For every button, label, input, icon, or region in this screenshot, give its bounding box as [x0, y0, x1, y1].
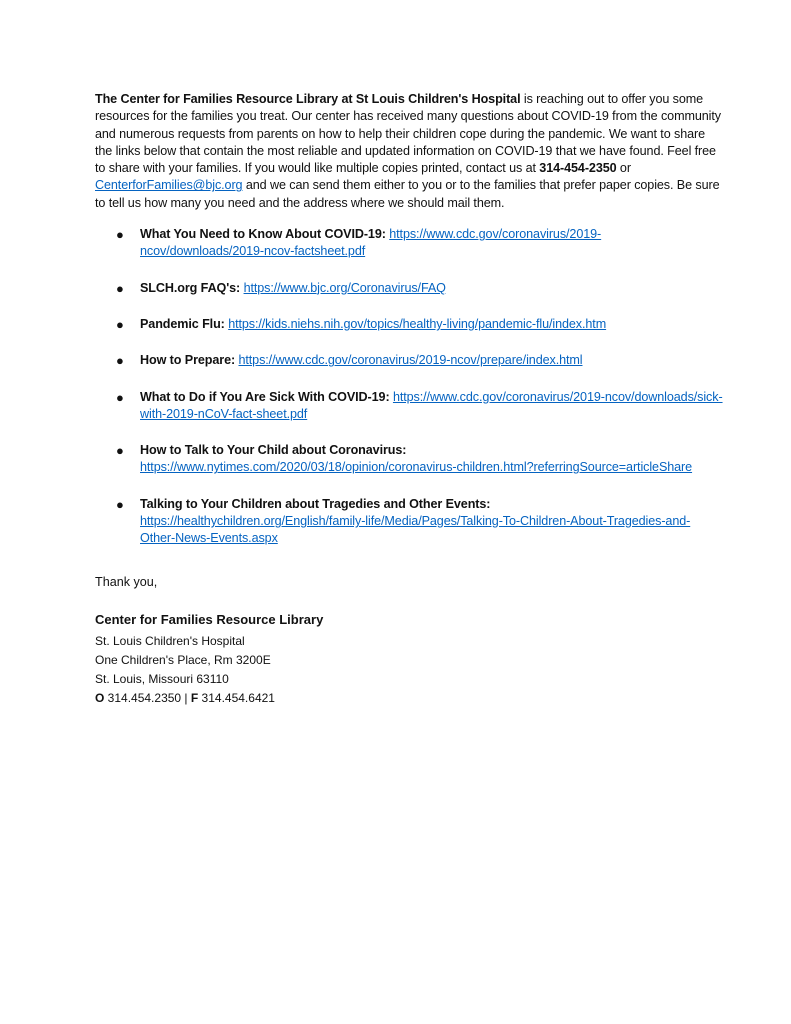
signature-title: Center for Families Resource Library	[95, 611, 324, 627]
intro-text-1: is reaching out to offer you some resources for the families you treat. Our center has received many questions about COVID-19 from the community and numerous requests from parents on how to help their children cope during the pandemic. We want to share the links below that contain the most reliable and updated information on COVID-19 that we have found. Feel free to share with your families. If you would like multiple copies printed, contact us at	[95, 92, 721, 176]
bullet-icon: ●	[116, 280, 124, 296]
resource-link[interactable]: https://kids.niehs.nih.gov/topics/healthy-living/pandemic-flu/index.htm	[228, 316, 607, 331]
fax-prefix: F	[190, 690, 199, 705]
contact-email-link[interactable]: CenterforFamilies@bjc.org	[95, 178, 243, 193]
office-prefix: O	[95, 690, 105, 705]
fax-phone: 314.454.6421	[198, 690, 275, 705]
resource-list	[95, 226, 725, 548]
list-item	[116, 316, 725, 333]
org-name: The Center for Families Resource Library at St Louis Children's Hospital	[95, 92, 521, 106]
list-item	[116, 226, 725, 261]
letter-body	[95, 91, 725, 708]
resource-link[interactable]: https://www.nytimes.com/2020/03/18/opinion/coronavirus-children.html?referringSource=articleShare	[140, 460, 693, 475]
bullet-icon: ●	[116, 353, 124, 369]
signature-address-line-1: One Children's Place, Rm 3200E	[95, 652, 271, 667]
bullet-icon: ●	[116, 389, 124, 405]
resource-link[interactable]: https://www.cdc.gov/coronavirus/2019-ncov/downloads/2019-ncov-factsheet.pdf	[140, 227, 602, 259]
resource-link[interactable]: https://www.cdc.gov/coronavirus/2019-ncov/prepare/index.html	[238, 353, 583, 368]
closing-thanks: Thank you,	[95, 574, 158, 589]
list-item	[116, 496, 725, 548]
list-item	[116, 280, 725, 297]
intro-paragraph	[95, 91, 725, 212]
resource-label: What You Need to Know About COVID-19:	[140, 227, 386, 242]
resource-link[interactable]: https://healthychildren.org/English/family-life/Media/Pages/Talking-To-Children-About-Tragedies-and-Other-News-Events.aspx	[140, 514, 691, 546]
bullet-icon: ●	[116, 443, 124, 459]
bullet-icon: ●	[116, 496, 124, 512]
intro-text-3: and we can send them either to you or to the families that prefer paper copies. Be sure to tell us how many you need and the address where we should mail them.	[95, 178, 720, 210]
list-item	[116, 389, 725, 424]
resource-link[interactable]: https://www.bjc.org/Coronavirus/FAQ	[243, 280, 446, 295]
intro-text-2: or	[616, 161, 631, 176]
list-item	[116, 352, 725, 369]
contact-phone: 314-454-2350	[539, 161, 617, 176]
signature-address-line-2: St. Louis, Missouri 63110	[95, 671, 229, 686]
bullet-icon: ●	[116, 316, 124, 332]
resource-link[interactable]: https://www.cdc.gov/coronavirus/2019-ncov/downloads/sick-with-2019-nCoV-fact-sheet.pdf	[140, 389, 723, 421]
list-item	[116, 442, 725, 477]
resource-label: Talking to Your Children about Tragedies and Other Events:	[140, 496, 491, 511]
bullet-icon: ●	[116, 227, 124, 243]
signature-phone-line	[95, 689, 725, 708]
signature-hospital: St. Louis Children's Hospital	[95, 633, 245, 648]
resource-label: SLCH.org FAQ's:	[140, 280, 241, 295]
resource-label: How to Prepare:	[140, 353, 236, 368]
office-phone: 314.454.2350 |	[104, 690, 191, 705]
resource-label: Pandemic Flu:	[140, 316, 225, 331]
resource-label: What to Do if You Are Sick With COVID-19:	[140, 389, 390, 404]
resource-label: How to Talk to Your Child about Coronavirus:	[140, 443, 407, 458]
